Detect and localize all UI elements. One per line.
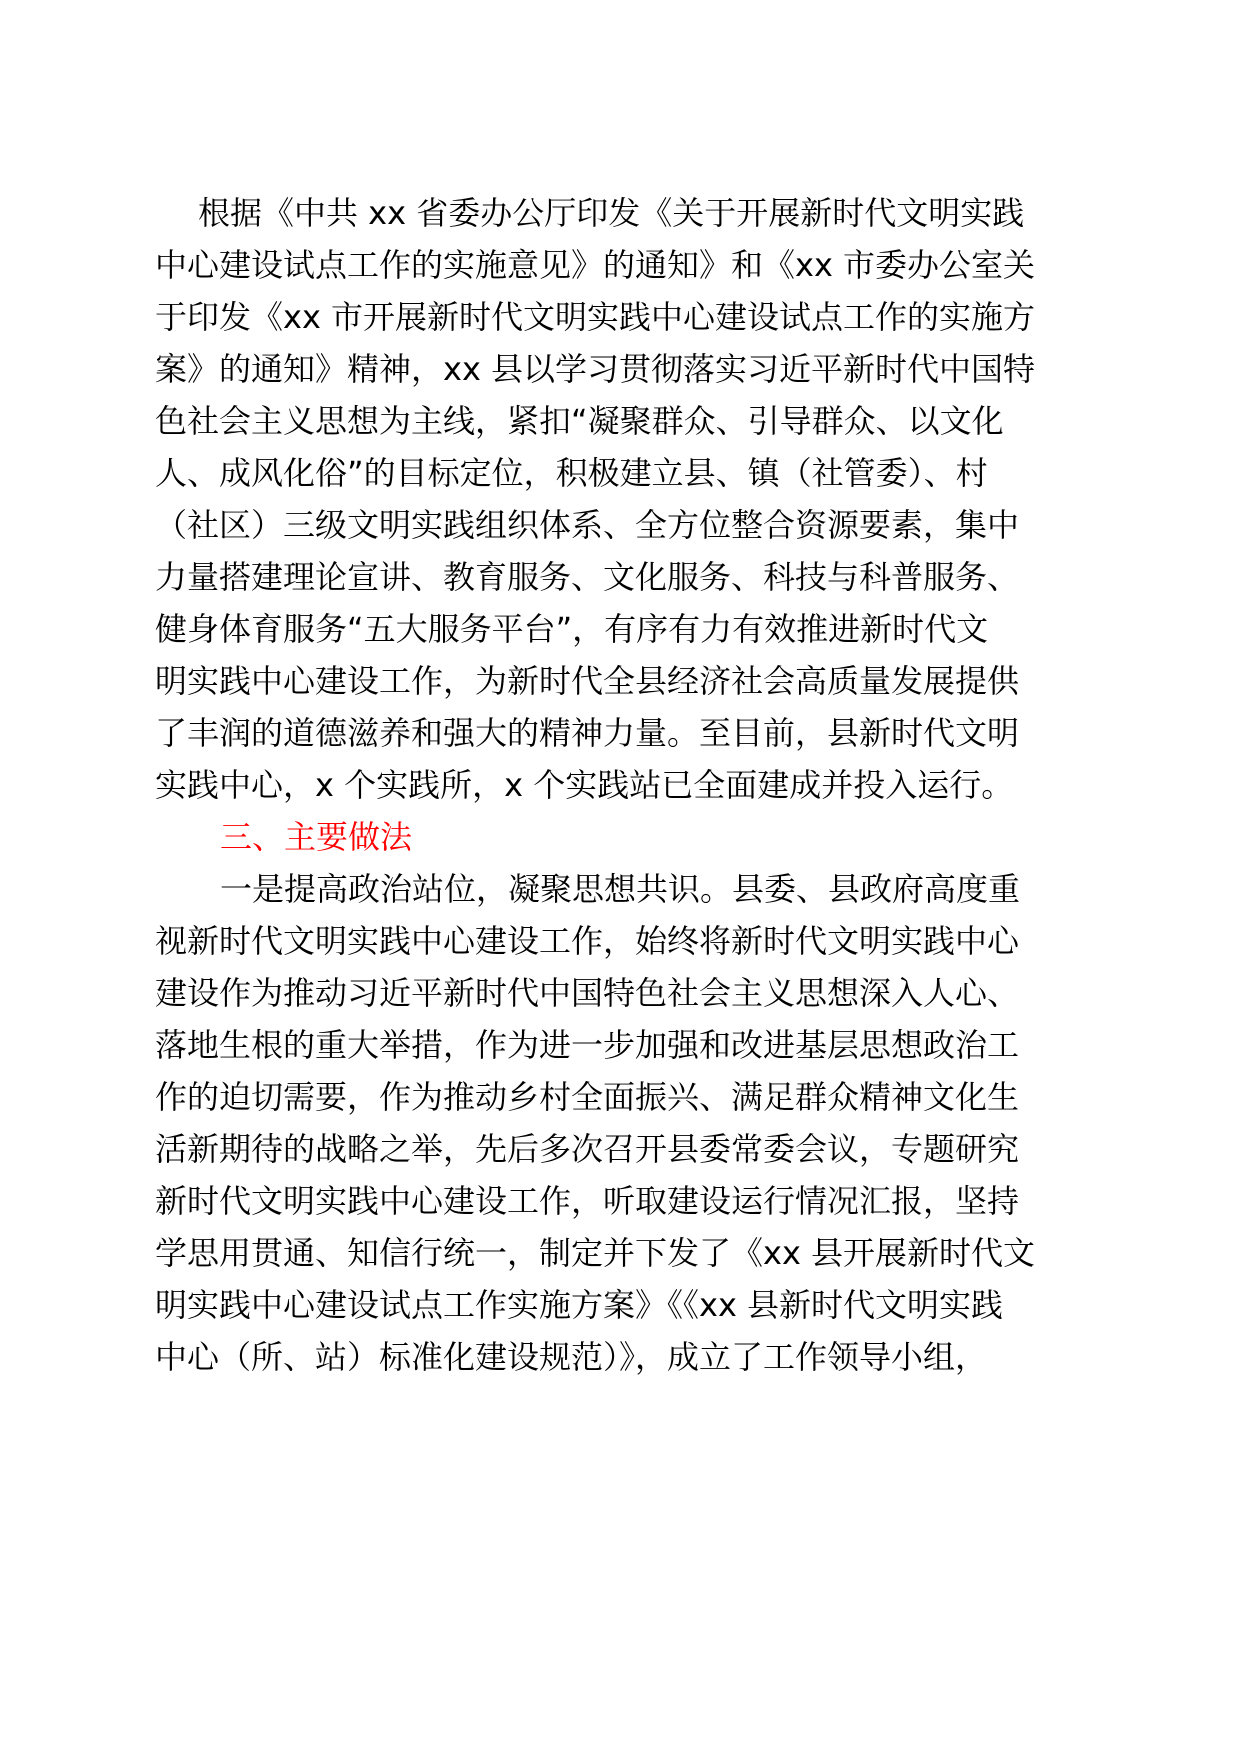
paragraph-line: 于印发《xx 市开展新时代文明实践中心建设试点工作的实施方 bbox=[155, 298, 1036, 336]
paragraph-line: 学思用贯通、知信行统一，制定并下发了《xx 县开展新时代文 bbox=[155, 1234, 1036, 1272]
paragraph-line: 明实践中心建设试点工作实施方案》《《xx 县新时代文明实践 bbox=[155, 1286, 1004, 1324]
paragraph-line: 人、成风化俗”的目标定位，积极建立县、镇（社管委）、村 bbox=[155, 454, 988, 492]
paragraph-line: 落地生根的重大举措，作为进一步加强和改进基层思想政治工 bbox=[155, 1026, 1020, 1064]
paragraph-line: 健身体育服务“五大服务平台”，有序有力有效推进新时代文 bbox=[155, 610, 989, 648]
section-heading: 三、主要做法 bbox=[220, 818, 413, 856]
paragraph-line: 作的迫切需要，作为推动乡村全面振兴、满足群众精神文化生 bbox=[155, 1078, 1020, 1116]
paragraph-line: 新时代文明实践中心建设工作，听取建设运行情况汇报，坚持 bbox=[155, 1182, 1020, 1220]
paragraph-line: 活新期待的战略之举，先后多次召开县委常委会议，专题研究 bbox=[155, 1130, 1020, 1168]
paragraph-line: 案》的通知》精神，xx 县以学习贯彻落实习近平新时代中国特 bbox=[155, 350, 1036, 388]
paragraph-line: 根据《中共 xx 省委办公厅印发《关于开展新时代文明实践 bbox=[198, 194, 1025, 232]
paragraph-line: 中心建设试点工作的实施意见》的通知》和《xx 市委办公室关 bbox=[155, 246, 1036, 284]
paragraph-line: 色社会主义思想为主线，紧扣“凝聚群众、引导群众、以文化 bbox=[155, 402, 1004, 440]
paragraph-line: 了丰润的道德滋养和强大的精神力量。至目前，县新时代文明 bbox=[155, 714, 1020, 752]
paragraph-line: （社区）三级文明实践组织体系、全方位整合资源要素，集中 bbox=[155, 506, 1020, 544]
paragraph-line: 力量搭建理论宣讲、教育服务、文化服务、科技与科普服务、 bbox=[155, 558, 1020, 596]
paragraph-line: 建设作为推动习近平新时代中国特色社会主义思想深入人心、 bbox=[155, 974, 1020, 1012]
paragraph-line: 明实践中心建设工作，为新时代全县经济社会高质量发展提供 bbox=[155, 662, 1020, 700]
paragraph-line: 视新时代文明实践中心建设工作，始终将新时代文明实践中心 bbox=[155, 922, 1020, 960]
paragraph-line: 实践中心，x 个实践所，x 个实践站已全面建成并投入运行。 bbox=[155, 766, 1014, 804]
paragraph-line: 一是提高政治站位，凝聚思想共识。县委、县政府高度重 bbox=[220, 870, 1021, 908]
paragraph-line: 中心（所、站）标准化建设规范）》，成立了工作领导小组， bbox=[155, 1338, 988, 1376]
